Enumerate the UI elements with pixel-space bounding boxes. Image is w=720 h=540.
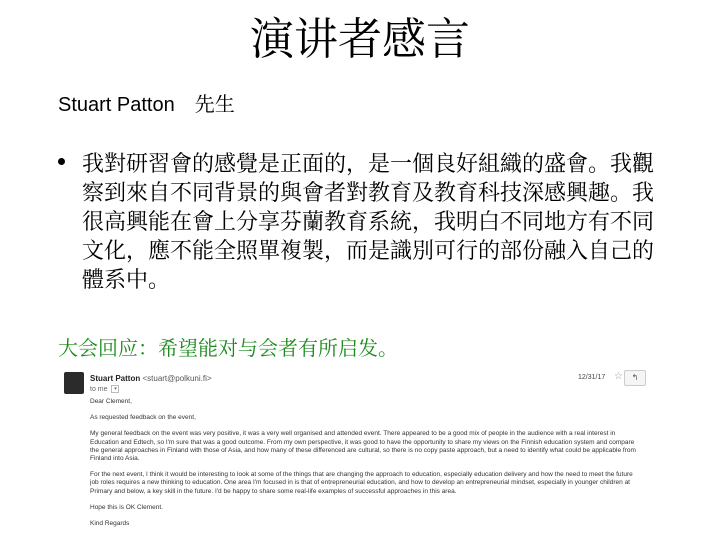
chevron-down-icon[interactable]: ▾ [111,385,119,393]
recipient-line [90,385,119,393]
bullet-icon [58,158,65,165]
email-body [90,398,640,536]
email-paragraph: For the next event, I think it would be interesting to look at some of the things that are changing the approach to education, especially education delivery and how the need to meet the future job roles requires a new thinking to education. One area I'm focused in is that of entrepreneurial education, and how to develop an entrepreneurial mindset, especially in younger children at Primary and below, a key skill in the future. I'd be happy to share some real-life examples of successful approaches in this area. [90,471,633,495]
speaker-name: Stuart Patton 先生 [58,94,235,116]
email-paragraph: Kind Regards [90,520,130,528]
reply-button[interactable] [624,370,646,386]
sender-email: <stuart@polkuni.fi> [142,374,212,383]
sender-name: Stuart Patton [90,374,141,383]
email-paragraph: As requested feedback on the event, [90,414,196,422]
star-icon[interactable]: ☆ [614,371,623,382]
email-screenshot [58,366,648,540]
avatar [64,372,84,394]
reply-icon: ↰ [631,373,639,382]
email-paragraph: Hope this is OK Clement. [90,503,163,511]
testimonial-bullet [58,150,658,295]
organizer-response: 大会回应：希望能对与会者有所启发。 [58,336,398,360]
email-date: 12/31/17 [578,374,606,381]
email-paragraph: My general feedback on the event was very positive, it was a very well organised and attended event. There appeared to be a good mix of people in the audience with a real interest in Education and Edtech, so I'm sure that was a good outcome. From my own perspective, it was good to have the opportunity to share my views on the Finnish education system and compare the general approaches in Finland with those of Asia, and how many of these differenced are cultural, so there is no copy paste approach, but a need to identify what could be applicable from Finland into Asia. [90,430,636,463]
testimonial-text: 我對研習會的感覺是正面的，是一個良好組織的盛會。我觀察到來自不同背景的與會者對教育及教育科技深感興趣。我很高興能在會上分享芬蘭教育系統，我明白不同地方有不同文化，應不能全照單複製，而是識別可行的部份融入自己的體系中。 [82,152,655,293]
slide-title: 演讲者感言 [250,14,470,65]
to-label: to me [90,385,108,393]
email-paragraph: Dear Clement, [90,398,132,405]
email-sender [90,374,212,383]
